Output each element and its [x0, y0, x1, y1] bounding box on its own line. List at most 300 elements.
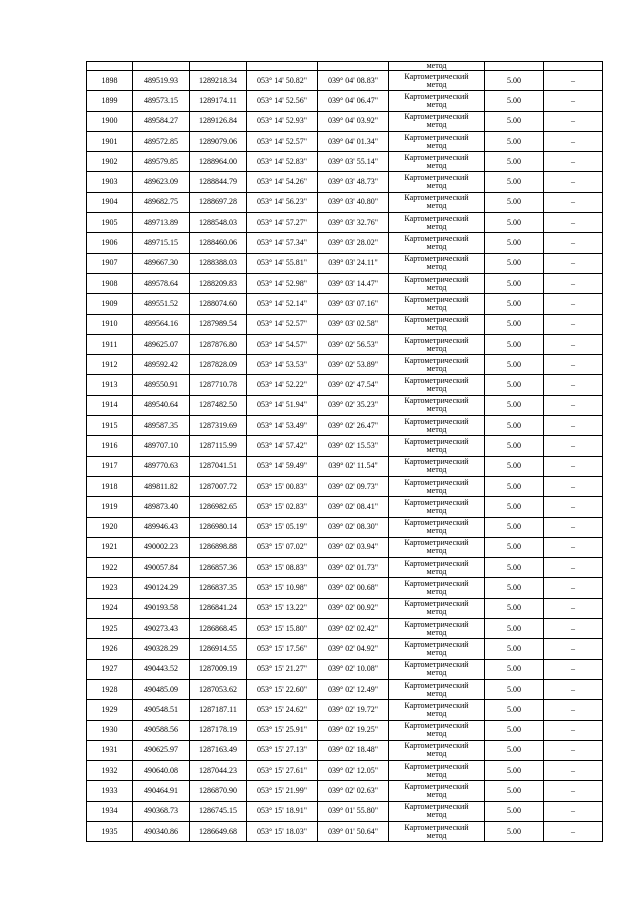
cell-x-coordinate: 489578.64 [133, 273, 190, 293]
cell-accuracy: 5.00 [485, 314, 544, 334]
cell-latitude: 053° 15' 27.61" [247, 761, 318, 781]
cell-accuracy: 5.00 [485, 639, 544, 659]
cell-point-number: 1913 [87, 375, 133, 395]
cell-latitude: 053° 14' 54.26" [247, 172, 318, 192]
table-row [87, 253, 603, 273]
cell-point-number: 1924 [87, 598, 133, 618]
cell-latitude: 053° 14' 51.94" [247, 395, 318, 415]
table-row [87, 598, 603, 618]
cell-method [389, 314, 485, 334]
method-line-2: метод [426, 566, 447, 576]
cell-y-coordinate: 1287876.80 [190, 334, 247, 354]
table-row [87, 395, 603, 415]
cell-latitude: 053° 15' 21.27" [247, 659, 318, 679]
table-row [87, 476, 603, 496]
cell-latitude: 053° 14' 52.57" [247, 314, 318, 334]
table-row [87, 619, 603, 639]
cell-longitude: 039° 04' 01.34" [318, 131, 389, 151]
table-row [87, 91, 603, 111]
method-line-1: Картометрический [404, 457, 469, 467]
cell-dash: – [544, 131, 603, 151]
cell-y-coordinate: 1287009.19 [190, 659, 247, 679]
cell-dash: – [544, 355, 603, 375]
cell-latitude: 053° 15' 08.83" [247, 558, 318, 578]
method-line-2: метод [426, 444, 447, 454]
cell-accuracy: 5.00 [485, 375, 544, 395]
table-row-continuation [87, 62, 603, 71]
cell-latitude: 053° 15' 07.02" [247, 537, 318, 557]
table-row [87, 416, 603, 436]
cell-dash: – [544, 334, 603, 354]
method-line-1: Картометрический [404, 294, 469, 304]
cell-x-coordinate: 490625.97 [133, 740, 190, 760]
cell-y-coordinate: 1288844.79 [190, 172, 247, 192]
method-line-2: метод [426, 424, 447, 434]
cell-method [389, 355, 485, 375]
cell-longitude: 039° 02' 18.48" [318, 740, 389, 760]
cell-point-number: 1934 [87, 801, 133, 821]
cell-method [389, 801, 485, 821]
cell-point-number: 1906 [87, 233, 133, 253]
cell-longitude: 039° 03' 28.02" [318, 233, 389, 253]
cell-accuracy: 5.00 [485, 679, 544, 699]
cell-y-coordinate: 1288209.83 [190, 273, 247, 293]
cell-accuracy: 5.00 [485, 761, 544, 781]
cell-latitude: 053° 14' 59.49" [247, 456, 318, 476]
cell-dash: – [544, 213, 603, 233]
cell-point-number: 1929 [87, 700, 133, 720]
table-row [87, 436, 603, 456]
method-line-2: метод [426, 587, 447, 597]
cell-method [389, 720, 485, 740]
cell-method [389, 517, 485, 537]
cell-longitude: 039° 02' 08.41" [318, 497, 389, 517]
cell-point-number: 1926 [87, 639, 133, 659]
method-line-1: Картометрический [404, 558, 469, 568]
cell-accuracy: 5.00 [485, 273, 544, 293]
cell-dash: – [544, 761, 603, 781]
cell-dash: – [544, 497, 603, 517]
method-line-1: Картометрический [404, 193, 469, 203]
document-page [86, 61, 602, 842]
cell-x-coordinate: 489572.85 [133, 131, 190, 151]
cell-method [389, 558, 485, 578]
method-line-2: метод [426, 79, 447, 89]
cell-latitude: 053° 14' 57.27" [247, 213, 318, 233]
cell-dash: – [544, 679, 603, 699]
cell-method [389, 294, 485, 314]
cell-latitude: 053° 15' 02.83" [247, 497, 318, 517]
cell-y-coordinate: 1287187.11 [190, 700, 247, 720]
cell-y-coordinate: 1288697.28 [190, 192, 247, 212]
cell-dash: – [544, 192, 603, 212]
method-line-2: метод [426, 99, 447, 109]
cell-x-coordinate: 489550.91 [133, 375, 190, 395]
method-line-1: Картометрический [404, 680, 469, 690]
cell-point-number: 1912 [87, 355, 133, 375]
method-line-1: Картометрический [404, 376, 469, 386]
cell-x-coordinate: 489625.07 [133, 334, 190, 354]
cell-dash: – [544, 253, 603, 273]
method-line-1: Картометрический [404, 91, 469, 101]
cell-y-coordinate: 1286841.24 [190, 598, 247, 618]
cell-dash: – [544, 375, 603, 395]
cell-latitude: 053° 15' 15.80" [247, 619, 318, 639]
cell-dash: – [544, 578, 603, 598]
cell-accuracy: 5.00 [485, 456, 544, 476]
cell-y-coordinate: 1286914.55 [190, 639, 247, 659]
cell-x-coordinate: 490368.73 [133, 801, 190, 821]
cell-longitude: 039° 03' 32.76" [318, 213, 389, 233]
coordinates-table [86, 61, 603, 842]
cell-method [389, 375, 485, 395]
cell-method [389, 416, 485, 436]
cell-y-coordinate: 1288460.06 [190, 233, 247, 253]
cell-point-number: 1918 [87, 476, 133, 496]
cell-accuracy: 5.00 [485, 355, 544, 375]
cell-longitude: 039° 04' 06.47" [318, 91, 389, 111]
cell-empty [318, 62, 389, 71]
cell-empty [133, 62, 190, 71]
cell-y-coordinate: 1286649.68 [190, 821, 247, 841]
cell-longitude: 039° 03' 07.16" [318, 294, 389, 314]
cell-x-coordinate: 489682.75 [133, 192, 190, 212]
table-row [87, 172, 603, 192]
cell-method [389, 334, 485, 354]
method-line-1: Картометрический [404, 518, 469, 528]
cell-latitude: 053° 14' 57.34" [247, 233, 318, 253]
cell-y-coordinate: 1287178.19 [190, 720, 247, 740]
cell-latitude: 053° 15' 22.60" [247, 679, 318, 699]
cell-x-coordinate: 490193.58 [133, 598, 190, 618]
cell-latitude: 053° 15' 13.22" [247, 598, 318, 618]
cell-accuracy: 5.00 [485, 172, 544, 192]
cell-method [389, 497, 485, 517]
cell-latitude: 053° 14' 52.93" [247, 111, 318, 131]
cell-x-coordinate: 489623.09 [133, 172, 190, 192]
cell-y-coordinate: 1289079.06 [190, 131, 247, 151]
table-row [87, 517, 603, 537]
cell-accuracy: 5.00 [485, 294, 544, 314]
cell-x-coordinate: 489551.52 [133, 294, 190, 314]
cell-x-coordinate: 490057.84 [133, 558, 190, 578]
cell-method [389, 131, 485, 151]
cell-latitude: 053° 14' 54.57" [247, 334, 318, 354]
method-line-2: метод [426, 242, 447, 252]
cell-x-coordinate: 490002.23 [133, 537, 190, 557]
cell-point-number: 1931 [87, 740, 133, 760]
cell-x-coordinate: 489770.63 [133, 456, 190, 476]
cell-y-coordinate: 1287044.23 [190, 761, 247, 781]
cell-y-coordinate: 1287828.09 [190, 355, 247, 375]
method-line-2: метод [426, 140, 447, 150]
cell-method [389, 821, 485, 841]
cell-x-coordinate: 490124.29 [133, 578, 190, 598]
cell-accuracy: 5.00 [485, 700, 544, 720]
cell-longitude: 039° 02' 10.08" [318, 659, 389, 679]
cell-longitude: 039° 02' 56.53" [318, 334, 389, 354]
method-line-1: Картометрический [404, 274, 469, 284]
cell-latitude: 053° 14' 52.98" [247, 273, 318, 293]
cell-latitude: 053° 14' 55.81" [247, 253, 318, 273]
cell-method [389, 436, 485, 456]
cell-dash: – [544, 111, 603, 131]
cell-method [389, 679, 485, 699]
cell-x-coordinate: 490588.56 [133, 720, 190, 740]
cell-method [389, 233, 485, 253]
method-line-2: метод [426, 201, 447, 211]
cell-dash: – [544, 395, 603, 415]
method-line-1: Картометрический [404, 700, 469, 710]
method-line-2: метод [426, 790, 447, 800]
table-row [87, 152, 603, 172]
cell-accuracy: 5.00 [485, 233, 544, 253]
cell-x-coordinate: 489873.40 [133, 497, 190, 517]
table-row [87, 111, 603, 131]
method-line-1: Картометрический [404, 213, 469, 223]
cell-y-coordinate: 1286980.14 [190, 517, 247, 537]
cell-x-coordinate: 489564.16 [133, 314, 190, 334]
cell-dash: – [544, 71, 603, 91]
method-line-2: метод [426, 343, 447, 353]
table-row [87, 497, 603, 517]
cell-point-number: 1909 [87, 294, 133, 314]
method-line-1: Картометрический [404, 71, 469, 81]
cell-x-coordinate: 490485.09 [133, 679, 190, 699]
cell-x-coordinate: 489707.10 [133, 436, 190, 456]
method-line-2: метод [426, 668, 447, 678]
table-row [87, 355, 603, 375]
cell-latitude: 053° 14' 53.53" [247, 355, 318, 375]
cell-accuracy: 5.00 [485, 740, 544, 760]
cell-longitude: 039° 02' 15.53" [318, 436, 389, 456]
cell-dash: – [544, 436, 603, 456]
cell-point-number: 1910 [87, 314, 133, 334]
method-line-1: Картометрический [404, 497, 469, 507]
method-line-1: Картометрический [404, 416, 469, 426]
cell-latitude: 053° 14' 53.49" [247, 416, 318, 436]
cell-accuracy: 5.00 [485, 517, 544, 537]
cell-accuracy: 5.00 [485, 192, 544, 212]
table-row [87, 740, 603, 760]
cell-longitude: 039° 02' 02.42" [318, 619, 389, 639]
cell-dash: – [544, 273, 603, 293]
cell-dash: – [544, 416, 603, 436]
cell-point-number: 1933 [87, 781, 133, 801]
method-line-2: метод [426, 404, 447, 414]
cell-latitude: 053° 15' 00.83" [247, 476, 318, 496]
cell-x-coordinate: 490443.52 [133, 659, 190, 679]
cell-method [389, 598, 485, 618]
cell-longitude: 039° 04' 08.83" [318, 71, 389, 91]
cell-latitude: 053° 14' 52.22" [247, 375, 318, 395]
cell-longitude: 039° 02' 00.92" [318, 598, 389, 618]
cell-point-number: 1922 [87, 558, 133, 578]
cell-accuracy: 5.00 [485, 152, 544, 172]
cell-point-number: 1903 [87, 172, 133, 192]
cell-accuracy: 5.00 [485, 334, 544, 354]
cell-longitude: 039° 02' 47.54" [318, 375, 389, 395]
cell-y-coordinate: 1287989.54 [190, 314, 247, 334]
cell-point-number: 1925 [87, 619, 133, 639]
method-line-2: метод [426, 282, 447, 292]
cell-method [389, 619, 485, 639]
method-line-1: Картометрический [404, 619, 469, 629]
cell-longitude: 039° 02' 53.89" [318, 355, 389, 375]
method-line-2: метод [426, 160, 447, 170]
cell-longitude: 039° 03' 55.14" [318, 152, 389, 172]
method-line-2: метод [426, 607, 447, 617]
cell-dash: – [544, 91, 603, 111]
table-row [87, 781, 603, 801]
cell-empty [190, 62, 247, 71]
cell-accuracy: 5.00 [485, 476, 544, 496]
cell-dash: – [544, 821, 603, 841]
cell-latitude: 053° 15' 21.99" [247, 781, 318, 801]
cell-latitude: 053° 15' 18.03" [247, 821, 318, 841]
cell-point-number: 1916 [87, 436, 133, 456]
method-line-1: Картометрический [404, 599, 469, 609]
cell-accuracy: 5.00 [485, 578, 544, 598]
cell-longitude: 039° 02' 11.54" [318, 456, 389, 476]
method-line-2: метод [426, 688, 447, 698]
cell-accuracy: 5.00 [485, 497, 544, 517]
cell-method [389, 456, 485, 476]
method-line-1: Картометрический [404, 579, 469, 589]
method-line-2: метод [426, 729, 447, 739]
cell-accuracy: 5.00 [485, 821, 544, 841]
method-line-2: метод [426, 363, 447, 373]
cell-point-number: 1917 [87, 456, 133, 476]
cell-longitude: 039° 03' 24.11" [318, 253, 389, 273]
cell-x-coordinate: 490328.29 [133, 639, 190, 659]
cell-dash: – [544, 801, 603, 821]
cell-longitude: 039° 04' 03.92" [318, 111, 389, 131]
cell-point-number: 1915 [87, 416, 133, 436]
method-line-2: метод [426, 485, 447, 495]
cell-dash: – [544, 720, 603, 740]
cell-y-coordinate: 1289126.84 [190, 111, 247, 131]
cell-method [389, 91, 485, 111]
method-line-1: Картометрический [404, 112, 469, 122]
cell-latitude: 053° 15' 24.62" [247, 700, 318, 720]
table-row [87, 233, 603, 253]
cell-method [389, 172, 485, 192]
cell-accuracy: 5.00 [485, 801, 544, 821]
table-row [87, 294, 603, 314]
cell-point-number: 1927 [87, 659, 133, 679]
cell-accuracy: 5.00 [485, 720, 544, 740]
cell-x-coordinate: 489667.30 [133, 253, 190, 273]
cell-point-number: 1907 [87, 253, 133, 273]
table-row [87, 821, 603, 841]
cell-point-number: 1901 [87, 131, 133, 151]
cell-empty [544, 62, 603, 71]
cell-dash: – [544, 700, 603, 720]
method-line-2: метод [426, 769, 447, 779]
cell-longitude: 039° 02' 00.68" [318, 578, 389, 598]
cell-y-coordinate: 1289218.34 [190, 71, 247, 91]
method-line-2: метод [426, 465, 447, 475]
cell-latitude: 053° 14' 52.14" [247, 294, 318, 314]
cell-y-coordinate: 1288388.03 [190, 253, 247, 273]
cell-method [389, 395, 485, 415]
cell-longitude: 039° 01' 50.64" [318, 821, 389, 841]
cell-accuracy: 5.00 [485, 253, 544, 273]
cell-method [389, 192, 485, 212]
cell-x-coordinate: 489946.43 [133, 517, 190, 537]
cell-longitude: 039° 02' 12.05" [318, 761, 389, 781]
cell-method [389, 152, 485, 172]
cell-longitude: 039° 02' 03.94" [318, 537, 389, 557]
method-line-1: Картометрический [404, 721, 469, 731]
cell-method [389, 537, 485, 557]
method-line-1: Картометрический [404, 234, 469, 244]
cell-latitude: 053° 14' 52.83" [247, 152, 318, 172]
method-line-2: метод [426, 708, 447, 718]
method-line-2: метод [426, 221, 447, 231]
table-row [87, 639, 603, 659]
cell-point-number: 1930 [87, 720, 133, 740]
cell-y-coordinate: 1288074.60 [190, 294, 247, 314]
cell-y-coordinate: 1287053.62 [190, 679, 247, 699]
cell-y-coordinate: 1286868.45 [190, 619, 247, 639]
cell-y-coordinate: 1287482.50 [190, 395, 247, 415]
cell-y-coordinate: 1288964.00 [190, 152, 247, 172]
method-line-2: метод [426, 810, 447, 820]
method-line-1: Картометрический [404, 173, 469, 183]
cell-dash: – [544, 294, 603, 314]
cell-dash: – [544, 619, 603, 639]
method-line-1: Картометрический [404, 782, 469, 792]
method-line-2: метод [426, 749, 447, 759]
table-row [87, 375, 603, 395]
cell-method [389, 253, 485, 273]
cell-method [389, 740, 485, 760]
cell-longitude: 039° 02' 12.49" [318, 679, 389, 699]
cell-accuracy: 5.00 [485, 111, 544, 131]
cell-y-coordinate: 1286982.65 [190, 497, 247, 517]
cell-dash: – [544, 781, 603, 801]
cell-x-coordinate: 489540.64 [133, 395, 190, 415]
table-row [87, 578, 603, 598]
cell-point-number: 1935 [87, 821, 133, 841]
cell-x-coordinate: 489715.15 [133, 233, 190, 253]
table-row [87, 720, 603, 740]
cell-x-coordinate: 489587.35 [133, 416, 190, 436]
cell-y-coordinate: 1286837.35 [190, 578, 247, 598]
table-row [87, 761, 603, 781]
cell-method [389, 71, 485, 91]
cell-x-coordinate: 489519.93 [133, 71, 190, 91]
cell-longitude: 039° 02' 19.25" [318, 720, 389, 740]
method-line-1: Картометрический [404, 335, 469, 345]
cell-y-coordinate: 1289174.11 [190, 91, 247, 111]
cell-method [389, 781, 485, 801]
cell-dash: – [544, 314, 603, 334]
method-line-2: метод [426, 526, 447, 536]
cell-x-coordinate: 489713.89 [133, 213, 190, 233]
method-line-1: Картометрический [404, 254, 469, 264]
cell-accuracy: 5.00 [485, 537, 544, 557]
cell-x-coordinate: 490464.91 [133, 781, 190, 801]
table-row [87, 679, 603, 699]
cell-method: метод [389, 62, 485, 71]
cell-latitude: 053° 15' 18.91" [247, 801, 318, 821]
cell-latitude: 053° 15' 10.98" [247, 578, 318, 598]
table-row [87, 700, 603, 720]
cell-point-number: 1914 [87, 395, 133, 415]
